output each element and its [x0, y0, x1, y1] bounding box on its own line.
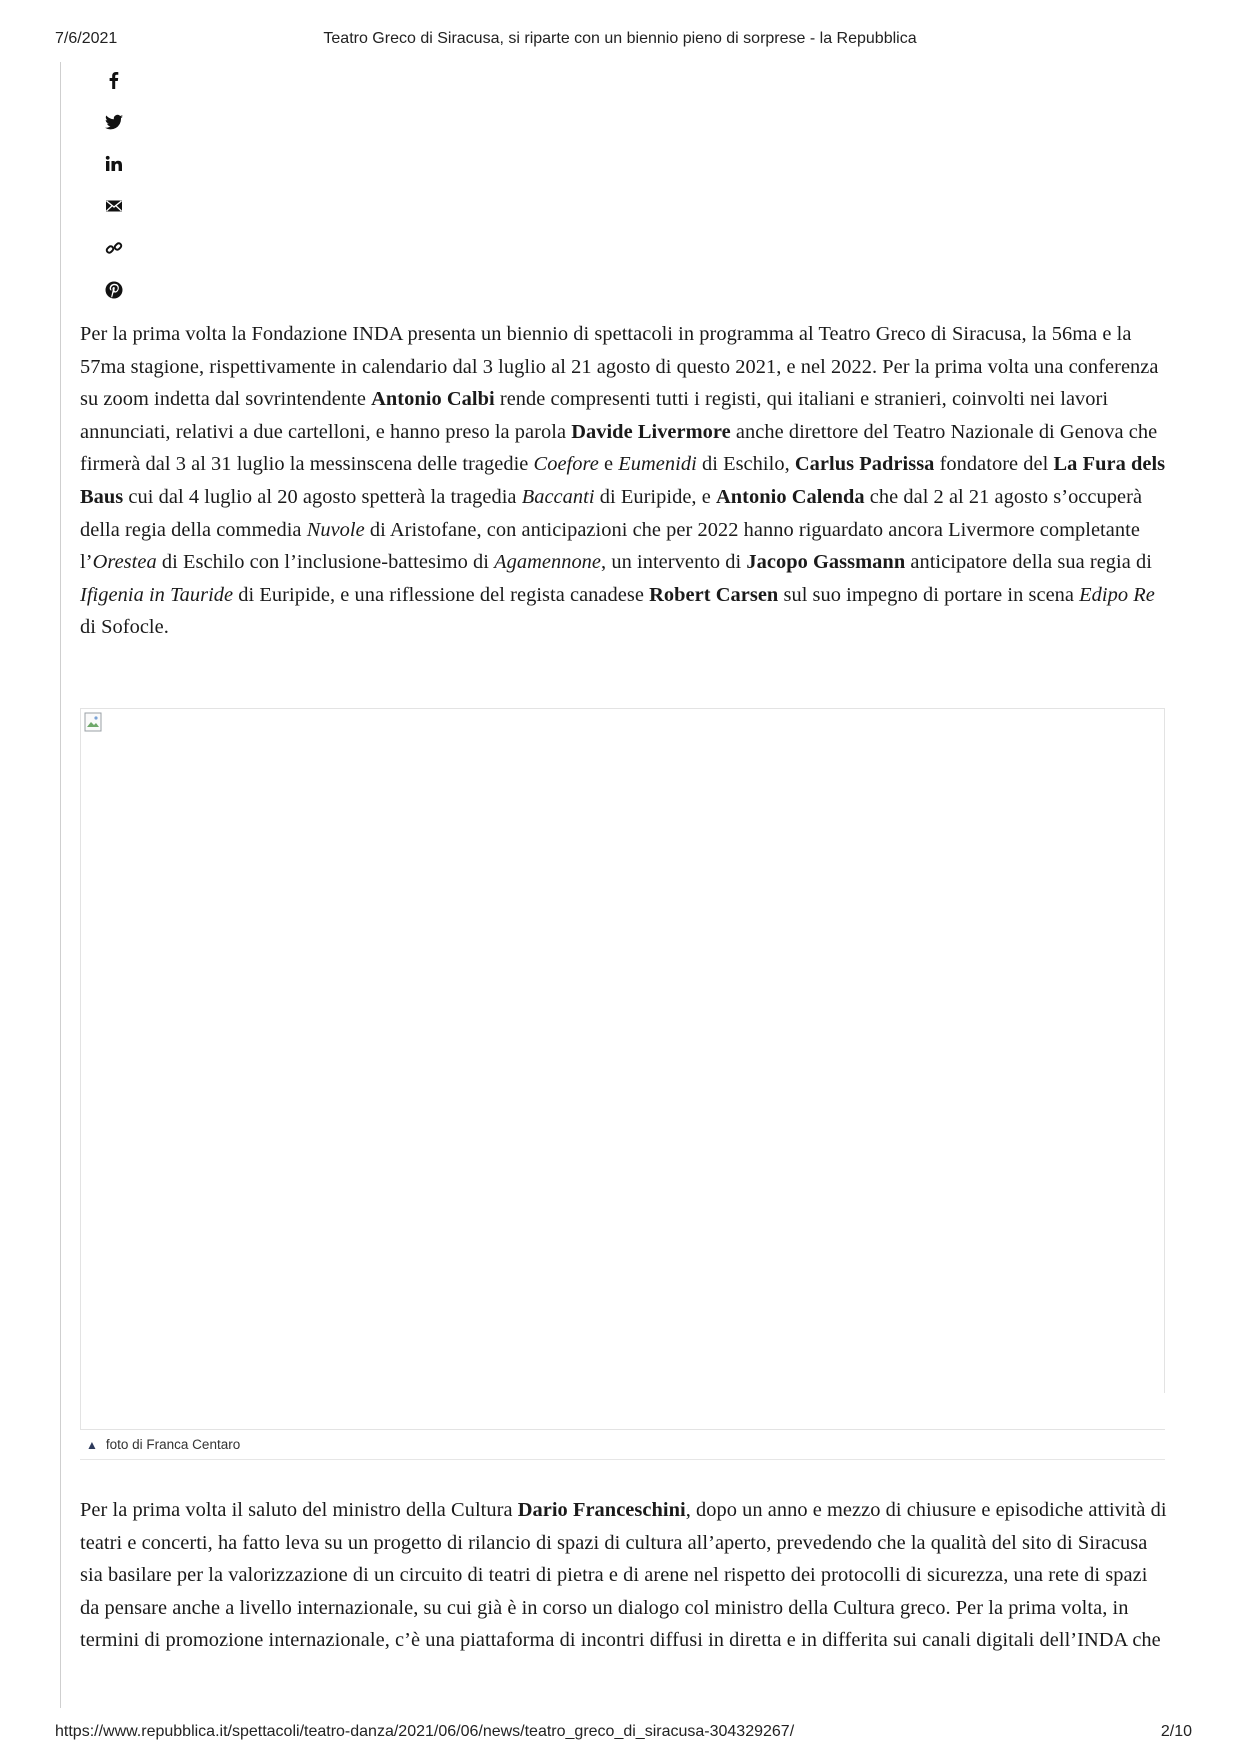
share-facebook-button[interactable] [100, 66, 128, 94]
person-name: Antonio Calenda [715, 485, 865, 508]
work-title: Coefore [533, 453, 599, 476]
print-date: 7/6/2021 [55, 30, 118, 47]
article-figure [80, 708, 1165, 1460]
share-bar [100, 66, 128, 318]
photo-corner [1127, 1393, 1165, 1429]
article-paragraph: Per la prima volta la Fondazione INDA presenta un biennio di spettacoli in programma al Teatro Greco di Siracusa, la 56ma e la 57ma stagione, rispettivamente in calendario dal 3 luglio al 21 agosto di questo 2021, e nel 2022. Per la prima volta una conferenza su zoom indetta dal sovrintendente Antonio Calbi rende compresenti tutti i registi, qui italiani e stranieri, coinvolti nei lavori annunciati, relativi a due cartelloni, e hanno preso la parola Davide Livermore anche direttore del Teatro Nazionale di Genova che firmerà dal 3 al 31 luglio la messinscena delle tragedie Coefore e Eumenidi di Eschilo, Carlus Padrissa fondatore del La Fura dels Baus cui dal 4 luglio al 20 agosto spetterà la tragedia Baccanti di Euripide, e Antonio Calenda che dal 2 al 21 agosto s’occuperà della regia della commedia Nuvole di Aristofane, con anticipazioni che per 2022 hanno riguardato ancora Livermore completante l’Orestea di Eschilo con l’inclusione-battesimo di Agamennone, un intervento di Jacopo Gassmann anticipatore della sua regia di Ifigenia in Tauride di Euripide, e una riflessione del regista canadese Robert Carsen sul suo impegno di portare in scena Edipo Re di Sofocle. [80, 323, 1166, 639]
work-title: Ifigenia in Tauride [80, 583, 234, 606]
work-title: Agamennone [494, 551, 602, 574]
article-paragraph: Per la prima volta il saluto del ministro della Cultura Dario Franceschini, dopo un anno e mezzo di chiusure e episodiche attività di teatri e concerti, ha fatto leva su un progetto di rilancio di spazi di cultura all’aperto, prevedendo che la qualità del sito di Siracusa sia basilare per la valorizzazione di un circuito di teatri di pietra e di arene nel rispetto dei protocolli di sicurezza, una rete di spazi da pensare anche a livello internazionale, su cui già è in corso un dialogo col ministro della Cultura greco. Per la prima volta, in termini di promozione internazionale, c’è una piattaforma di incontri diffusi in diretta e in differita sui canali digitali dell’INDA che [80, 1499, 1167, 1652]
work-title: Nuvole [306, 518, 365, 541]
print-page-title: Teatro Greco di Siracusa, si riparte con un biennio pieno di sorprese - la Repubblica [323, 30, 917, 47]
share-linkedin-button[interactable] [100, 150, 128, 178]
article-photo[interactable] [80, 708, 1165, 1430]
mail-icon [104, 196, 124, 216]
facebook-icon [104, 70, 124, 90]
person-name: Dario Franceschini [517, 1499, 686, 1521]
print-footer [0, 1723, 1240, 1745]
pinterest-icon [104, 280, 124, 300]
article-body-continued [80, 1494, 1170, 1657]
person-name: Davide Livermore [571, 420, 731, 443]
print-url: https://www.repubblica.it/spettacoli/teatro-danza/2021/06/06/news/teatro_greco_di_siracusa-304329267/ [55, 1723, 795, 1740]
work-title: Baccanti [521, 485, 595, 508]
caption-text: foto di Franca Centaro [105, 1437, 241, 1452]
work-title: Edipo Re [1079, 583, 1155, 606]
caption-arrow-icon: ▲ [86, 1437, 98, 1452]
broken-image-icon [83, 711, 105, 733]
left-divider [60, 62, 61, 1708]
share-twitter-button[interactable] [100, 108, 128, 136]
person-name: Jacopo Gassmann [746, 551, 906, 574]
article-body [80, 318, 1170, 644]
company-name: La Fura dels Baus [80, 453, 1166, 508]
print-header [0, 30, 1240, 52]
person-name: Robert Carsen [649, 583, 779, 606]
twitter-icon [104, 112, 124, 132]
copy-link-button[interactable] [100, 234, 128, 262]
link-icon [104, 238, 124, 258]
share-pinterest-button[interactable] [100, 276, 128, 304]
person-name: Antonio Calbi [371, 388, 495, 411]
person-name: Carlus Padrissa [794, 453, 935, 476]
print-page-number: 2/10 [1160, 1723, 1192, 1740]
work-title: Orestea [92, 551, 157, 574]
linkedin-icon [104, 154, 124, 174]
photo-caption [80, 1430, 1165, 1460]
share-email-button[interactable] [100, 192, 128, 220]
work-title: Eumenidi [618, 453, 697, 476]
